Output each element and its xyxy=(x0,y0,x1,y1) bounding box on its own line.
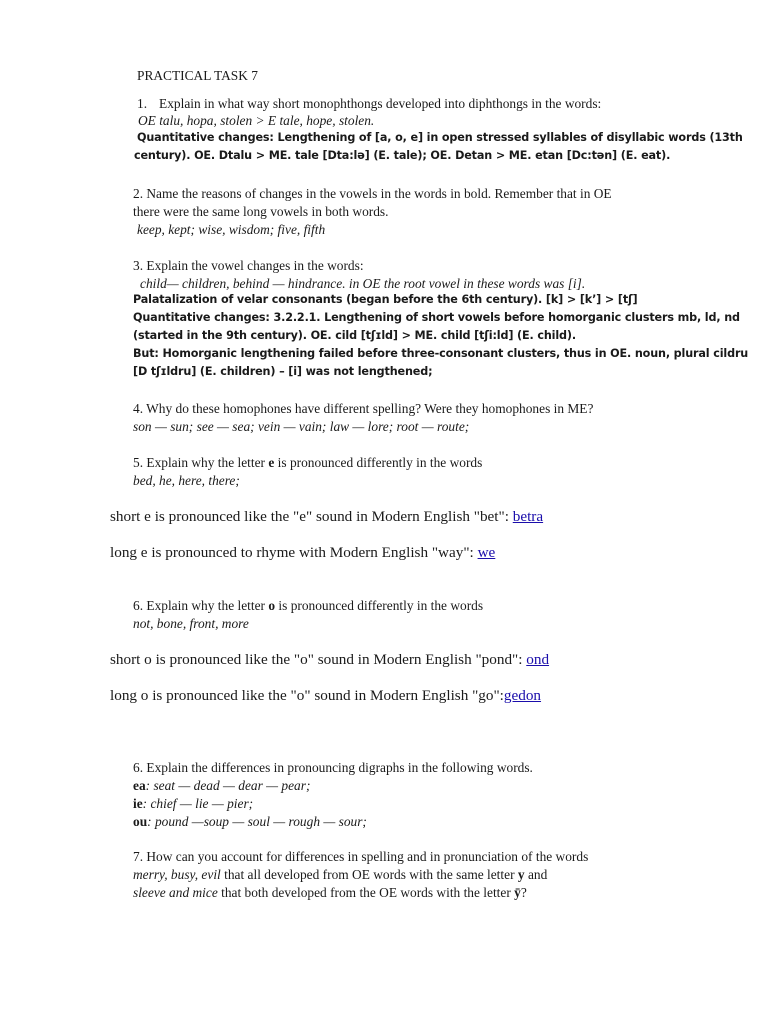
page-title: PRACTICAL TASK 7 xyxy=(137,68,258,83)
task5-short-text: short e is pronounced like the "e" sound in Modern English "bet": xyxy=(110,508,513,525)
task7-line2-text: that all developed from OE words with the same letter xyxy=(220,867,518,882)
task7-line3-letter: ȳ xyxy=(514,885,521,900)
betra-link[interactable]: betra xyxy=(512,508,544,525)
task3-answer-line5: [D tʃɪldru] (E. children) – [i] was not lengthened; xyxy=(133,365,433,378)
task3-answer-line1: Palatalization of velar consonants (began before the 6th century). [k] > [k’] > [tʃ] xyxy=(133,293,638,306)
task6b-question: 6. Explain the differences in pronouncing digraphs in the following words. xyxy=(133,760,533,775)
task2-question-line1: 2. Name the reasons of changes in the vowels in the words in bold. Remember that in OE xyxy=(133,186,612,201)
task2-examples: keep, kept; wise, wisdom; five, fifth xyxy=(137,222,326,237)
digraph-ea-label: ea xyxy=(133,778,146,793)
task6-examples: not, bone, front, more xyxy=(133,616,249,631)
task3-answer-line2: Quantitative changes: 3.2.2.1. Lengthening of short vowels before homorganic clusters mb, ld, nd xyxy=(133,311,740,324)
digraph-ie-label: ie xyxy=(133,796,143,811)
task7-line2-letter: y xyxy=(517,867,525,882)
task6b-row-ea xyxy=(133,778,310,793)
task3-question: 3. Explain the vowel changes in the words: xyxy=(133,258,364,273)
task7-line2-end: and xyxy=(524,867,548,882)
task3-examples: child— children, behind — hindrance. in OE the root vowel in these words was [i]. xyxy=(140,276,586,291)
task3-answer-line3: (started in the 9th century). OE. cild [tʃɪld] > ME. child [tʃi:ld] (E. child). xyxy=(133,329,576,342)
task1-answer-line2: century). OE. Dtalu > ME. tale [Dta:lə] (E. tale); OE. Detan > ME. etan [Dc:tən] (E. eat). xyxy=(134,149,671,162)
task2-question-line2: there were the same long vowels in both words. xyxy=(133,204,389,219)
task6-long-text: long o is pronounced like the "o" sound in Modern English "go": xyxy=(110,687,504,704)
task4-question: 4. Why do these homophones have different spelling? Were they homophones in ME? xyxy=(133,401,594,416)
gedon-link[interactable]: gedon xyxy=(503,687,542,704)
digraph-ou-words: : pound —soup — soul — rough — sour; xyxy=(147,814,367,829)
task6-question-pre: 6. Explain why the letter xyxy=(133,598,269,613)
task6-long-o xyxy=(110,687,541,704)
we-link[interactable]: we xyxy=(477,544,496,561)
task7-line2-words: merry, busy, evil xyxy=(133,867,221,882)
digraph-ou-label: ou xyxy=(133,814,148,829)
task7-question: 7. How can you account for differences in spelling and in pronunciation of the words xyxy=(133,849,589,864)
ond-link[interactable]: ond xyxy=(526,651,550,668)
task6b-row-ou xyxy=(133,814,367,829)
digraph-ea-words: : seat — dead — dear — pear; xyxy=(145,778,311,793)
task6-short-o xyxy=(110,651,549,668)
task1-answer-line1: Quantitative changes: Lengthening of [a, o, e] in open stressed syllables of disyllabic words (13th xyxy=(137,131,743,144)
task6b-row-ie xyxy=(133,796,253,811)
task6-question-letter: o xyxy=(268,598,276,613)
digraph-ie-words: : chief — lie — pier; xyxy=(142,796,254,811)
task5-long-text: long e is pronounced to rhyme with Modern English "way": xyxy=(110,544,478,561)
task7-line3-words: sleeve and mice xyxy=(133,885,218,900)
task3-answer-line4: But: Homorganic lengthening failed before three-consonant clusters, thus in OE. noun, plural cildru xyxy=(133,347,749,360)
task1-number: 1. xyxy=(137,96,148,111)
task5-question-letter: e xyxy=(268,455,275,470)
task7-line3 xyxy=(133,885,527,900)
task7-line2 xyxy=(133,867,547,882)
task5-question-pre: 5. Explain why the letter xyxy=(133,455,269,470)
task6-short-text: short o is pronounced like the "o" sound in Modern English "pond": xyxy=(110,651,527,668)
task6-question xyxy=(133,598,483,613)
task1-examples: OE talu, hopa, stolen > E tale, hope, stolen. xyxy=(138,113,375,128)
task4-examples: son — sun; see — sea; vein — vain; law — lore; root — route; xyxy=(133,419,470,434)
task5-long-e xyxy=(110,544,495,561)
task5-question-post: is pronounced differently in the words xyxy=(274,455,483,470)
task5-examples: bed, he, here, there; xyxy=(133,473,240,488)
task5-short-e xyxy=(110,508,543,525)
task5-question xyxy=(133,455,482,470)
task1-question-text: Explain in what way short monophthongs developed into diphthongs in the words: xyxy=(159,96,602,111)
task6-question-post: is pronounced differently in the words xyxy=(275,598,484,613)
task7-line3-text: that both developed from the OE words with the letter xyxy=(217,885,515,900)
task7-line3-end: ? xyxy=(520,885,527,900)
task1-question xyxy=(137,96,601,111)
